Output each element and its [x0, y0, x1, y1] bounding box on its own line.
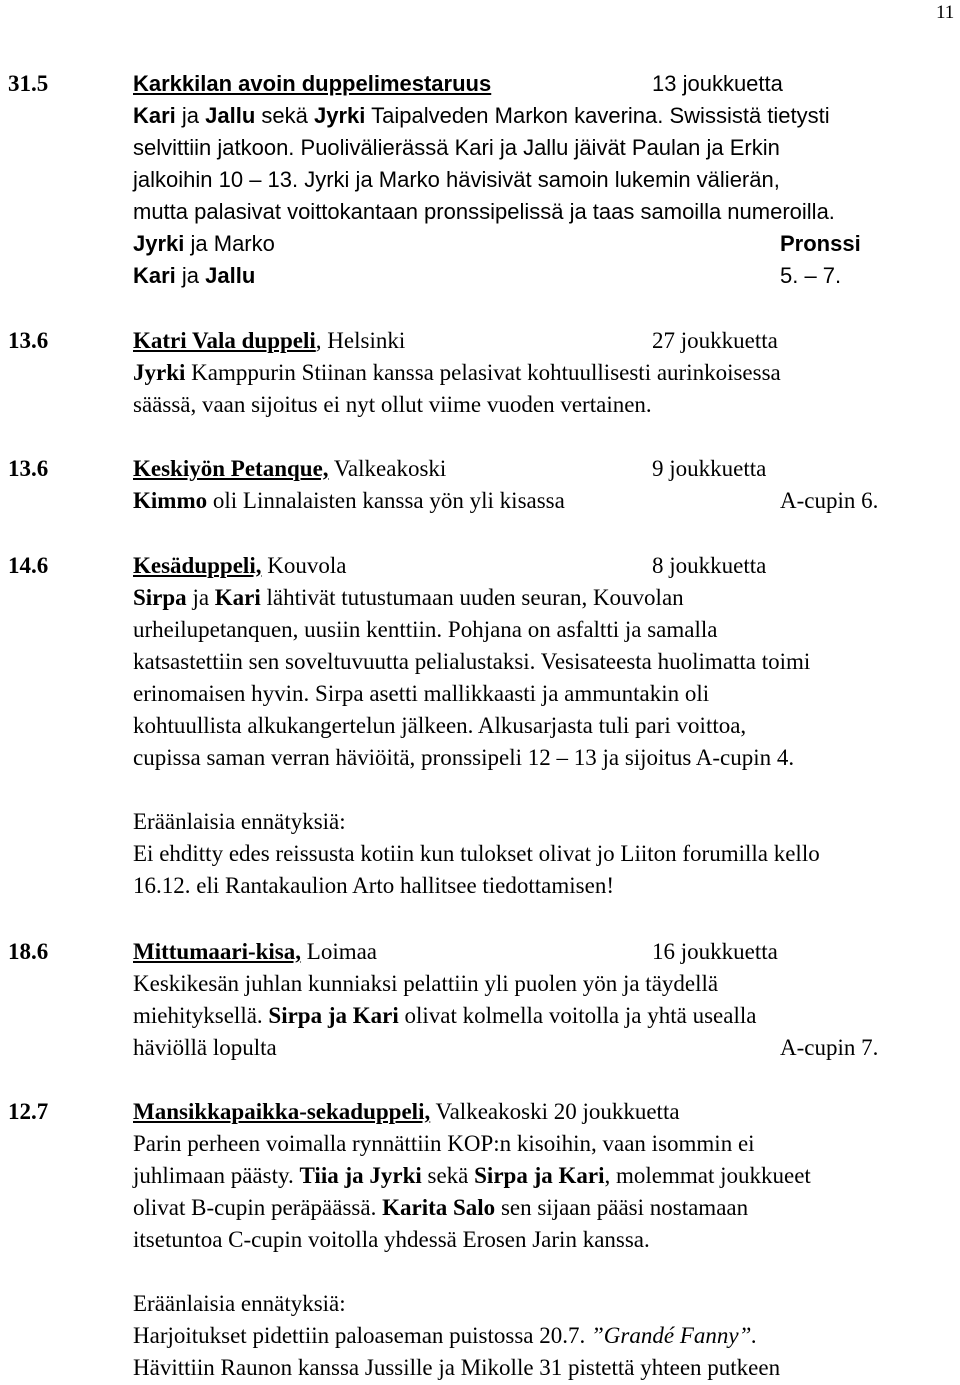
entry-date: 13.6: [8, 328, 49, 353]
result-row: Jyrki ja Marko Pronssi: [133, 228, 953, 260]
entry-date: 13.6: [8, 456, 49, 481]
entry-place: Valkeakoski 20 joukkuetta: [430, 1099, 680, 1124]
team-count: 13 joukkuetta: [652, 71, 783, 96]
entry-text-line: jalkoihin 10 – 13. Jyrki ja Marko hävisivät samoin lukemin välierän,: [133, 167, 780, 192]
entry-text-line: Hävittiin Raunon kanssa Jussille ja Mikolle 31 pistettä yhteen putkeen: [133, 1355, 781, 1380]
entry-date: 31.5: [8, 71, 49, 96]
entry-text-line: erinomaisen hyvin. Sirpa asetti mallikkaasti ja ammuntakin oli: [133, 681, 710, 706]
entry-place: Kouvola: [261, 553, 347, 578]
entry-text-line: itsetuntoa C-cupin voitolla yhdessä Erosen Jarin kanssa.: [133, 1227, 650, 1252]
entry-text-line: Ei ehditty edes reissusta kotiin kun tulokset olivat jo Liiton forumilla kello: [133, 841, 820, 866]
entry-text-line: juhlimaan päästy. Tiia ja Jyrki sekä Sirpa ja Kari, molemmat joukkueet: [133, 1163, 811, 1188]
entry-place: , Helsinki: [315, 328, 406, 353]
entry-title: Mittumaari-kisa,: [133, 939, 302, 964]
entry-text-line: miehityksellä. Sirpa ja Kari olivat kolmella voitolla ja yhtä usealla: [133, 1003, 757, 1028]
entry-text-line: säässä, vaan sijoitus ei nyt ollut viime vuoden vertainen.: [133, 392, 652, 417]
result-label: Pronssi: [780, 231, 861, 256]
entry-date: 14.6: [8, 553, 49, 578]
entry-text-line: Kimmo oli Linnalaisten kanssa yön yli kisassa A-cupin 6.: [133, 485, 953, 517]
records-heading: Eräänlaisia ennätyksiä:: [133, 809, 346, 834]
entry-text-line: Parin perheen voimalla rynnättiin KOP:n kisoihin, vaan isommin ei: [133, 1131, 755, 1156]
entry-text-line: cupissa saman verran häviöitä, pronssipeli 12 – 13 ja sijoitus A-cupin 4.: [133, 745, 795, 770]
entry-title: Mansikkapaikka-sekaduppeli,: [133, 1099, 431, 1124]
team-count: 9 joukkuetta: [652, 456, 767, 481]
entry-text-line: mutta palasivat voittokantaan pronssipelissä ja taas samoilla numeroilla.: [133, 199, 835, 224]
entry-text-line: Jyrki Kamppurin Stiinan kanssa pelasivat kohtuullisesti aurinkoisessa: [133, 360, 781, 385]
entry-place: Loimaa: [301, 939, 378, 964]
entry-title: Kesäduppeli,: [133, 553, 262, 578]
entry-text-line: Sirpa ja Kari lähtivät tutustumaan uuden seuran, Kouvolan: [133, 585, 684, 610]
entry-text-line: olivat B-cupin peräpäässä. Karita Salo sen sijaan pääsi nostamaan: [133, 1195, 749, 1220]
result-label: A-cupin 6.: [780, 488, 879, 513]
entry-text-line: katsastettiin sen soveltuvuutta pelialustaksi. Vesisateesta huolimatta toimi: [133, 649, 811, 674]
entry-date: 12.7: [8, 1099, 49, 1124]
team-count: 8 joukkuetta: [652, 553, 767, 578]
entry-title: Keskiyön Petanque,: [133, 456, 329, 481]
entry-title: Katri Vala duppeli: [133, 328, 316, 353]
entry-text-line: Keskikesän juhlan kunniaksi pelattiin yli puolen yön ja täydellä: [133, 971, 719, 996]
entry-text-line: 16.12. eli Rantakaulion Arto hallitsee tiedottamisen!: [133, 873, 614, 898]
result-label: A-cupin 7.: [780, 1035, 879, 1060]
entry-text-line: kohtuullista alkukangertelun jälkeen. Alkusarjasta tuli pari voittoa,: [133, 713, 747, 738]
entry-text-line: urheilupetanquen, uusiin kenttiin. Pohjana on asfaltti ja samalla: [133, 617, 718, 642]
page-number: 11: [936, 2, 955, 23]
team-count: 27 joukkuetta: [652, 328, 778, 353]
entry-text-line: Harjoitukset pidettiin paloaseman puistossa 20.7. ”Grandé Fanny”.: [133, 1323, 758, 1348]
team-count: 16 joukkuetta: [652, 939, 778, 964]
result-label: 5. – 7.: [780, 263, 842, 288]
entry-place: Valkeakoski: [328, 456, 447, 481]
entry-text-line: häviöllä lopulta A-cupin 7.: [133, 1032, 953, 1064]
result-row: Kari ja Jallu 5. – 7.: [133, 260, 953, 292]
entry-text-line: Kari ja Jallu sekä Jyrki Taipalveden Markon kaverina. Swissistä tietysti: [133, 103, 830, 128]
entry-text-line: selvittiin jatkoon. Puolivälierässä Kari ja Jallu jäivät Paulan ja Erkin: [133, 135, 780, 160]
records-heading: Eräänlaisia ennätyksiä:: [133, 1291, 346, 1316]
entry-date: 18.6: [8, 939, 49, 964]
entry-title: Karkkilan avoin duppelimestaruus: [133, 71, 492, 96]
